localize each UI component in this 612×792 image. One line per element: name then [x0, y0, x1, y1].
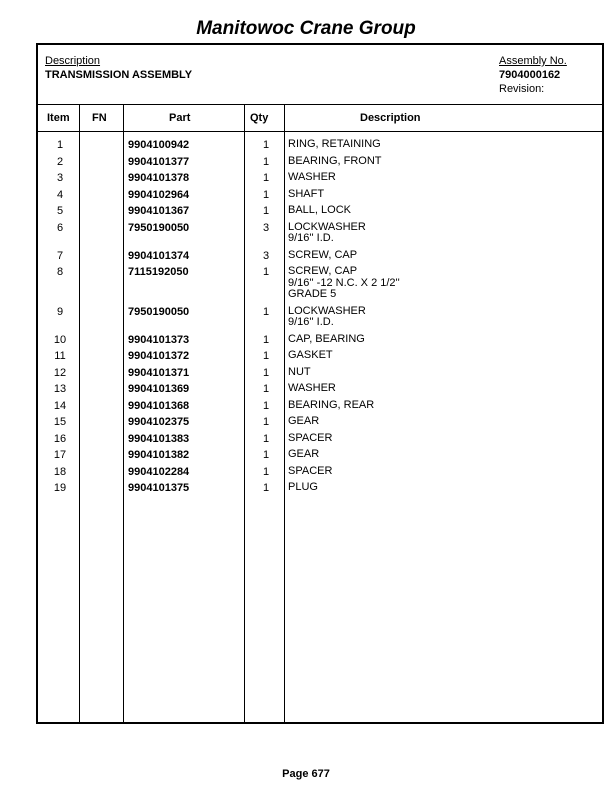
item-number: 5	[56, 205, 64, 217]
description-block	[45, 54, 192, 82]
quantity: 1	[262, 188, 270, 201]
assembly-label: Assembly No.	[499, 55, 567, 67]
part-description	[288, 172, 336, 184]
part-number: 9904101382	[128, 449, 190, 461]
description-line: GEAR	[288, 415, 320, 427]
item-number: 14	[53, 399, 67, 412]
quantity: 1	[262, 172, 270, 184]
table-row	[38, 433, 602, 450]
part-number: 7950190050	[128, 221, 190, 234]
description-line: 9/16'' I.D.	[288, 232, 334, 244]
column-header-part: Part	[169, 112, 191, 124]
table-row	[38, 350, 602, 367]
item-number: 9	[56, 305, 64, 318]
column-header-qty: Qty	[250, 112, 269, 124]
description-line: WASHER	[288, 171, 336, 183]
part-number: 9904102375	[128, 416, 190, 428]
column-header-description: Description	[360, 112, 421, 124]
quantity: 1	[262, 350, 270, 362]
part-description	[288, 350, 333, 362]
table-row	[38, 172, 602, 189]
table-row	[38, 266, 602, 306]
table-row	[38, 139, 602, 156]
table-row	[38, 449, 602, 466]
description-line: BEARING, REAR	[288, 398, 375, 411]
column-header-fn: FN	[92, 112, 107, 124]
quantity: 1	[262, 449, 270, 461]
table-row	[38, 400, 602, 417]
part-description	[288, 306, 366, 329]
part-description	[288, 222, 366, 245]
part-description	[288, 334, 365, 346]
assembly-value: 7904000162	[499, 69, 561, 81]
description-line: 9/16'' -12 N.C. X 2 1/2''	[288, 276, 400, 289]
item-number: 13	[53, 383, 67, 395]
table-row	[38, 306, 602, 334]
item-number: 1	[56, 139, 64, 151]
table-row	[38, 250, 602, 267]
table-row	[38, 482, 602, 499]
description-line: GRADE 5	[288, 288, 337, 300]
item-number: 12	[53, 366, 67, 379]
table-row	[38, 466, 602, 483]
quantity: 1	[262, 416, 270, 428]
table-row	[38, 222, 602, 250]
description-line: BALL, LOCK	[288, 204, 351, 216]
table-row	[38, 383, 602, 400]
part-number: 9904101368	[128, 399, 190, 412]
part-description	[288, 250, 357, 262]
description-label: Description	[45, 55, 101, 67]
quantity: 1	[262, 333, 270, 346]
quantity: 1	[262, 266, 270, 278]
quantity: 1	[262, 155, 270, 168]
part-number: 9904102964	[128, 188, 190, 201]
description-line: RING, RETAINING	[288, 138, 381, 150]
parts-table	[36, 43, 604, 724]
description-line: SHAFT	[288, 187, 325, 200]
part-number: 9904101369	[128, 383, 190, 395]
item-number: 16	[53, 432, 67, 445]
assembly-header	[38, 45, 602, 105]
quantity: 3	[262, 221, 270, 234]
part-number: 9904102284	[128, 465, 190, 478]
item-number: 15	[53, 416, 67, 428]
description-line: CAP, BEARING	[288, 332, 365, 345]
description-line: SPACER	[288, 431, 333, 444]
item-number: 4	[56, 188, 64, 201]
part-number: 9904101378	[128, 172, 190, 184]
quantity: 1	[262, 465, 270, 478]
quantity: 1	[262, 482, 270, 494]
description-line: LOCKWASHER	[288, 220, 366, 233]
table-row	[38, 189, 602, 206]
part-description	[288, 449, 319, 461]
part-number: 9904101371	[128, 366, 190, 379]
page-number: Page 677	[282, 768, 330, 780]
description-line: GEAR	[288, 448, 320, 460]
parts-list	[38, 139, 602, 499]
part-number: 9904101375	[128, 482, 190, 494]
part-number: 9904101372	[128, 350, 190, 362]
column-header-item: Item	[47, 112, 70, 124]
part-description	[288, 139, 381, 151]
description-value: TRANSMISSION ASSEMBLY	[45, 69, 193, 81]
part-number: 9904101367	[128, 205, 190, 217]
item-number: 6	[56, 221, 64, 234]
part-number: 9904101383	[128, 432, 190, 445]
quantity: 1	[262, 205, 270, 217]
part-description	[288, 189, 324, 201]
quantity: 1	[262, 139, 270, 151]
part-description	[288, 482, 318, 494]
table-row	[38, 205, 602, 222]
assembly-block	[499, 54, 567, 96]
item-number: 19	[53, 482, 67, 494]
description-line: WASHER	[288, 382, 336, 394]
table-row	[38, 334, 602, 351]
part-description	[288, 266, 400, 301]
part-description	[288, 367, 311, 379]
description-line: SCREW, CAP	[288, 248, 358, 261]
item-number: 10	[53, 333, 67, 346]
item-number: 2	[56, 155, 64, 168]
quantity: 3	[262, 249, 270, 262]
part-description	[288, 466, 332, 478]
part-description	[288, 416, 319, 428]
quantity: 1	[262, 399, 270, 412]
description-line: LOCKWASHER	[288, 304, 366, 317]
description-line: SCREW, CAP	[288, 265, 358, 277]
part-number: 9904100942	[128, 139, 190, 151]
item-number: 3	[56, 172, 64, 184]
item-number: 18	[53, 465, 67, 478]
item-number: 11	[54, 350, 66, 362]
part-description	[288, 205, 351, 217]
part-description	[288, 433, 332, 445]
description-line: NUT	[288, 365, 311, 378]
revision-label: Revision:	[499, 83, 545, 95]
part-number: 9904101377	[128, 155, 190, 168]
description-line: BEARING, FRONT	[288, 154, 382, 167]
part-number: 7115192050	[128, 266, 189, 278]
part-number: 9904101373	[128, 333, 190, 346]
part-number: 9904101374	[128, 249, 190, 262]
item-number: 17	[53, 449, 67, 461]
part-description	[288, 156, 382, 168]
description-line: GASKET	[288, 349, 333, 361]
page-title: Manitowoc Crane Group	[196, 18, 416, 39]
part-description	[288, 400, 374, 412]
part-description	[288, 383, 336, 395]
description-line: PLUG	[288, 481, 318, 493]
part-number: 7950190050	[128, 305, 190, 318]
quantity: 1	[262, 383, 270, 395]
item-number: 7	[56, 249, 64, 262]
quantity: 1	[262, 305, 270, 318]
table-row	[38, 367, 602, 384]
item-number: 8	[56, 266, 64, 278]
quantity: 1	[262, 366, 270, 379]
quantity: 1	[262, 432, 270, 445]
table-row	[38, 416, 602, 433]
table-row	[38, 156, 602, 173]
description-line: SPACER	[288, 464, 333, 477]
description-line: 9/16'' I.D.	[288, 316, 334, 328]
